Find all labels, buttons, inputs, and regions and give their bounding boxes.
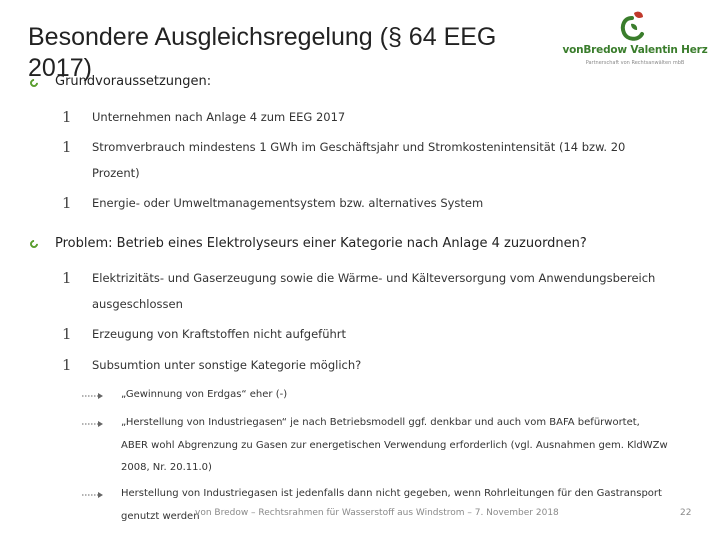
logo-tagline: Partnerschaft von Rechtsanwälten mbB bbox=[585, 60, 685, 66]
sub-list-item-continuation: 2008, Nr. 20.11.0) bbox=[121, 462, 212, 473]
list-bullet-icon: 1 bbox=[62, 325, 72, 343]
list-item: Energie- oder Umweltmanagementsystem bzw. alternatives System bbox=[92, 196, 484, 210]
company-logo bbox=[560, 8, 710, 72]
list-bullet-icon: 1 bbox=[62, 194, 72, 212]
logo-name: vonBredow Valentin Herz bbox=[562, 44, 708, 56]
list-item: Stromverbrauch mindestens 1 GWh im Geschäftsjahr und Stromkostenintensität (14 bzw. 20 bbox=[92, 140, 626, 154]
arrow-right-icon bbox=[82, 491, 104, 499]
sub-list-item-continuation: ABER wohl Abgrenzung zu Gasen zur energetischen Verwendung erforderlich (vgl. Ausnahmen gem. KldWZw bbox=[121, 440, 668, 451]
list-bullet-icon: 1 bbox=[62, 269, 72, 287]
list-bullet-icon: 1 bbox=[62, 108, 72, 126]
list-bullet-icon: 1 bbox=[62, 138, 72, 156]
list-item: Unternehmen nach Anlage 4 zum EEG 2017 bbox=[92, 110, 346, 124]
list-bullet-icon: 1 bbox=[62, 356, 72, 374]
slide-title: Besondere Ausgleichsregelung (§ 64 EEG 2017) bbox=[28, 23, 497, 82]
section-bullet-icon bbox=[28, 238, 39, 249]
list-item: Elektrizitäts- und Gaserzeugung sowie die Wärme- und Kälteversorgung vom Anwendungsbereich bbox=[92, 271, 656, 285]
list-item: Erzeugung von Kraftstoffen nicht aufgeführt bbox=[92, 327, 347, 341]
sub-list-item-continuation: genutzt werden bbox=[121, 511, 200, 522]
list-item: Subsumtion unter sonstige Kategorie möglich? bbox=[92, 358, 362, 372]
sub-list-item: „Herstellung von Industriegasen“ je nach Betriebsmodell ggf. denkbar und auch vom BAFA befürwortet, bbox=[121, 417, 640, 428]
leaf-logo-icon bbox=[618, 10, 646, 44]
section-heading: Grundvoraussetzungen: bbox=[55, 74, 212, 89]
sub-list-item: „Gewinnung von Erdgas“ eher (-) bbox=[121, 389, 288, 400]
section-heading: Problem: Betrieb eines Elektrolyseurs einer Kategorie nach Anlage 4 zuzuordnen? bbox=[55, 236, 587, 251]
arrow-right-icon bbox=[82, 392, 104, 400]
sub-list-item: Herstellung von Industriegasen ist jedenfalls dann nicht gegeben, wenn Rohrleitungen für den Gastransport bbox=[121, 488, 662, 499]
list-item-continuation: Prozent) bbox=[92, 166, 140, 180]
arrow-right-icon bbox=[82, 420, 104, 428]
page-number: 22 bbox=[680, 508, 692, 518]
slide-footer: von Bredow – Rechtsrahmen für Wasserstoff aus Windstrom – 7. November 2018 bbox=[195, 508, 559, 518]
list-item-continuation: ausgeschlossen bbox=[92, 297, 183, 311]
